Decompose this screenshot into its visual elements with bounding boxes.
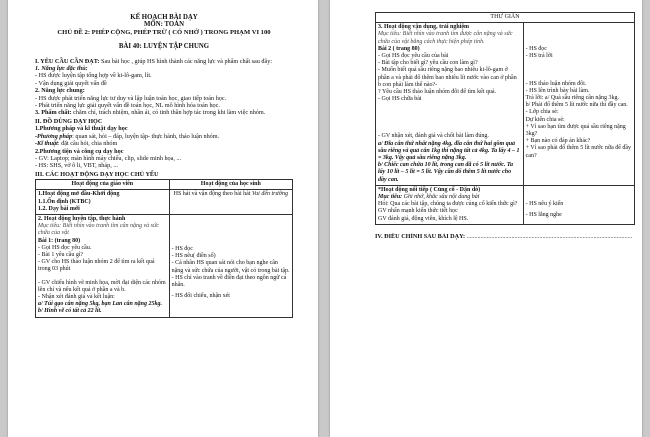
tools-gv: - GV: Laptop; màn hình máy chiếu, clip, slide minh họa, ... bbox=[35, 154, 182, 162]
row4-teacher-2: GV nhấn mạnh kiến thức tiết học bbox=[378, 208, 458, 215]
row3-student-2: - HS trả lời bbox=[525, 53, 553, 60]
methods-heading: 1.Phương pháp và kĩ thuật dạy học bbox=[35, 125, 128, 133]
activities-table-2 bbox=[375, 12, 635, 225]
document-page-2 bbox=[330, 0, 642, 437]
break-row bbox=[376, 13, 635, 23]
row1-teacher-cell bbox=[36, 190, 170, 215]
row3-teacher-4: ? Yêu cầu HS thảo luận nhóm đôi để tìm kết quả. bbox=[378, 89, 497, 96]
tools-hs: - HS: SHS, vở ô li, VBT, nháp, ... bbox=[35, 162, 118, 170]
row2-goal: Mục tiêu: Biết nhìn vào tranh tìm cân nặng và sức chứa của vật bbox=[38, 223, 159, 237]
row2-answer-b: b/ Hình vẽ có tất cả 22 lít. bbox=[38, 308, 102, 315]
section-4-heading: IV. ĐIỀU CHỈNH SAU BÀI DẠY: bbox=[375, 232, 466, 240]
row3-teacher-6: - GV nhận xét, đánh giá và chốt bài làm đúng. bbox=[378, 133, 489, 140]
row2-teacher-2: - Bài 1 yêu cầu gì? bbox=[38, 251, 84, 258]
row4-student-1: - HS nêu ý kiến bbox=[525, 200, 564, 207]
row2-answer-a: a/ Túi gạo cân nặng 5kg, bạn Lan cân nặng 25kg. bbox=[38, 301, 163, 308]
break-label: THƯ GIÃN bbox=[490, 14, 520, 20]
page-1-content bbox=[35, 14, 293, 318]
row3-teacher-3: - Muốn biết quả sầu riêng nặng bao nhiêu ki-lô-gam ở phần a và phải đổ thêm bao nhiêu lít nước vào can ở phần b con phải làm thế nào?- bbox=[378, 67, 517, 88]
row1-teacher-c: 1.2. Dạy bài mới bbox=[38, 205, 80, 212]
competence-general-b: - Phát triển năng lực giải quyết vấn đề toán học, NL mô hình hóa toán học. bbox=[35, 102, 220, 110]
row4-heading: *Hoạt động nối tiếp ( Củng cố - Dặn dò) bbox=[378, 186, 481, 193]
section-3-heading: III. CÁC HOẠT ĐỘNG DẠY HỌC CHỦ YẾU bbox=[35, 170, 159, 178]
table-row bbox=[36, 214, 293, 317]
row2-student-cell bbox=[169, 214, 292, 317]
row2-teacher-5: - Nhận xét đánh giá và kết luận: bbox=[38, 293, 115, 300]
section-1 bbox=[35, 58, 293, 65]
row1-teacher-a: 1.Hoạt động mở đầu-Khởi động bbox=[38, 191, 120, 198]
competence-general-a: - HS được phát triển năng lực tư duy và lập luận toán học, giao tiếp toán học. bbox=[35, 94, 227, 102]
row4-teacher-cell bbox=[376, 185, 524, 224]
header-student: Hoạt động của học sinh bbox=[169, 180, 292, 190]
table-row bbox=[376, 23, 635, 186]
methods-line bbox=[35, 133, 293, 140]
doc-theme: CHỦ ĐỀ 2: PHÉP CỘNG, PHÉP TRỪ ( CÓ NHỚ ) TRONG PHẠM VI 100 bbox=[57, 28, 271, 36]
competence-specific-a: - HS được luyện tập tổng hợp về ki-lô-gam, lít. bbox=[35, 72, 152, 80]
row2-student-4: - HS chỉ vào tranh về điền đạt theo ngôn ngữ cá nhân. bbox=[171, 274, 287, 288]
row2-student-1: - HS đọc bbox=[171, 245, 193, 252]
methods-text: : quan sát, hỏi – đáp, luyện tập- thực hành, thảo luận nhóm. bbox=[72, 132, 220, 140]
competence-specific-heading: 1. Năng lực đặc thù: bbox=[35, 65, 88, 73]
lesson-title: BÀI 40: LUYỆN TẬP CHUNG bbox=[118, 43, 210, 51]
methods-label: -Phương pháp bbox=[35, 132, 73, 140]
row3-student-11: + Vì sao phải đổ thêm 5 lít nước nữa để đầy can? bbox=[525, 145, 632, 159]
row3-student-cell bbox=[523, 23, 634, 186]
techniques-line bbox=[35, 140, 293, 147]
section-1-text: Sau bài học , giúp HS hình thành các năng lực và phẩm chất sau đây: bbox=[101, 57, 273, 65]
row2-student-3: - Cá nhân HS quan sát nói cho bạn nghe cân nặng và sức chứa của người, vật có trong bài tập. bbox=[171, 260, 290, 274]
row3-student-9: + Vì sao bạn tìm được quả sầu riêng nặng 3kg? bbox=[525, 123, 626, 138]
doc-title: KẾ HOẠCH BÀI DẠY bbox=[130, 14, 198, 21]
table-row bbox=[36, 190, 293, 215]
row3-student-10: + Bạn nào có đáp án khác? bbox=[525, 138, 591, 145]
row1-student-text: HS hát và vận động theo bài hát bbox=[173, 191, 251, 198]
row2-teacher-cell bbox=[36, 214, 170, 317]
row1-student-song: Vui đến trường bbox=[251, 191, 288, 198]
qualities bbox=[35, 109, 293, 116]
row2-teacher-3: - GV cho HS thảo luận nhóm 2 để tìm ra kết quả trong 03 phút bbox=[38, 259, 155, 273]
page-2-content bbox=[375, 12, 635, 240]
row3-teacher-cell bbox=[376, 23, 524, 186]
row4-goal: Ghi nhớ, khắc sâu nội dung bài bbox=[403, 194, 480, 201]
tools-heading: 2.Phương tiện và công cụ dạy học bbox=[35, 147, 124, 155]
activities-table-1 bbox=[35, 179, 293, 317]
table-header-row bbox=[36, 180, 293, 190]
row3-student-7: - Lớp chia sẻ: bbox=[525, 109, 559, 116]
qualities-heading: 3. Phẩm chất: bbox=[35, 109, 72, 117]
row2-student-2: - HS nêu( điền số) bbox=[171, 253, 216, 260]
row3-answer-a: a/ Đĩa cân thứ nhất nặng 4kg, đĩa cân thứ hai gồm quả sầu riêng và quả cân 1kg thì nặng tất cả 4kg. Ta lấy 4 – 1 = 3kg. Vậy quả sầu riêng nặng 3kg. bbox=[378, 140, 520, 162]
row3-exercise: Bài 2 ( trang 80) bbox=[378, 45, 420, 52]
section-1-heading: I. YÊU CẦU CẦN ĐẠT: bbox=[35, 57, 100, 65]
row2-heading: 2. Hoạt động luyện tập, thực hành bbox=[38, 215, 126, 222]
row4-teacher-3: GV đánh giá, động viên, khích lệ HS. bbox=[378, 215, 469, 222]
row3-student-5: Trả lời: a/ Quả sầu riêng cân nặng 3kg. bbox=[525, 95, 620, 102]
row4-student-cell bbox=[523, 185, 634, 224]
row3-student-3: - HS thảo luận nhóm đôi. bbox=[525, 80, 587, 87]
row3-goal: Mục tiêu: Biết nhìn vào tranh tìm được cân nặng và sức chứa của vật bằng cách thực hiện phép tính. bbox=[378, 31, 513, 45]
row2-student-5: - HS đổi chiếu, nhận xét bbox=[171, 293, 230, 300]
row4-goal-label: Mục tiêu: bbox=[378, 194, 403, 201]
row2-teacher-1: - Gọi HS đọc yêu cầu. bbox=[38, 244, 92, 251]
row2-teacher-4: - GV chiếu hình vẽ minh họa, mời đại diện các nhóm lên chỉ và nêu kết quả ở phần a và b. bbox=[38, 279, 166, 293]
competence-specific-b: - Vận dụng giải quyết vấn đề bbox=[35, 79, 107, 87]
table-row bbox=[376, 185, 635, 224]
section-4-dots: ........................................................................................................... bbox=[466, 232, 633, 240]
table-row bbox=[376, 13, 635, 23]
row4-teacher-1: Hỏi: Qua các bài tập, chúng ta được củng cố kiến thức gì? bbox=[378, 201, 518, 208]
row3-heading: 3. Hoạt động vận dụng, trải nghiệm bbox=[378, 24, 470, 31]
techniques-label: -Kĩ thuật bbox=[35, 140, 58, 148]
row4-student-2: - HS lắng nghe bbox=[525, 212, 562, 219]
techniques-text: : đặt câu hỏi, chia nhóm bbox=[57, 140, 118, 148]
row3-teacher-5: - Gọi HS chữa bài bbox=[378, 96, 422, 103]
competence-general-heading: 2. Năng lực chung: bbox=[35, 87, 85, 95]
adjustment-line bbox=[375, 233, 635, 240]
document-page-1 bbox=[8, 0, 318, 437]
qualities-text: chăm chỉ, trách nhiệm, nhân ái, có tinh thần hợp tác trong khi làm việc nhóm. bbox=[73, 109, 266, 117]
row3-student-8: Dự kiến chia sẻ: bbox=[525, 116, 565, 123]
row3-student-1: - HS đọc bbox=[525, 46, 547, 53]
section-2-heading: II. ĐỒ DÙNG DẠY HỌC bbox=[35, 117, 103, 125]
header-teacher: Hoạt động của giáo viên bbox=[36, 180, 170, 190]
row3-teacher-2: - Bài tập cho biết gì? yêu cầu con làm gì? bbox=[378, 60, 478, 67]
row3-student-4: - HS lên trình bày bài làm. bbox=[525, 87, 590, 94]
doc-subject: MÔN: TOÁN bbox=[144, 21, 184, 29]
row3-teacher-1: - Gọi HS đọc yêu cầu của bài bbox=[378, 53, 449, 60]
row3-student-6: b/ Phải đổ thêm 5 lít nước nữa thì đầy can. bbox=[525, 102, 628, 109]
row2-exercise: Bài 1: (trang 80) bbox=[38, 237, 81, 244]
row1-student-cell bbox=[169, 190, 292, 215]
row3-answer-b: b/ Chiếc can chứa 10 lít, trong can đã có 5 lít nước. Ta lấy 10 lít – 5 lít = 5 lít. Vậy cần đổ thêm 5 lít nước cho đầy can. bbox=[378, 162, 514, 183]
row1-teacher-b: 1.1.Ổn định (KTBC) bbox=[38, 198, 91, 205]
